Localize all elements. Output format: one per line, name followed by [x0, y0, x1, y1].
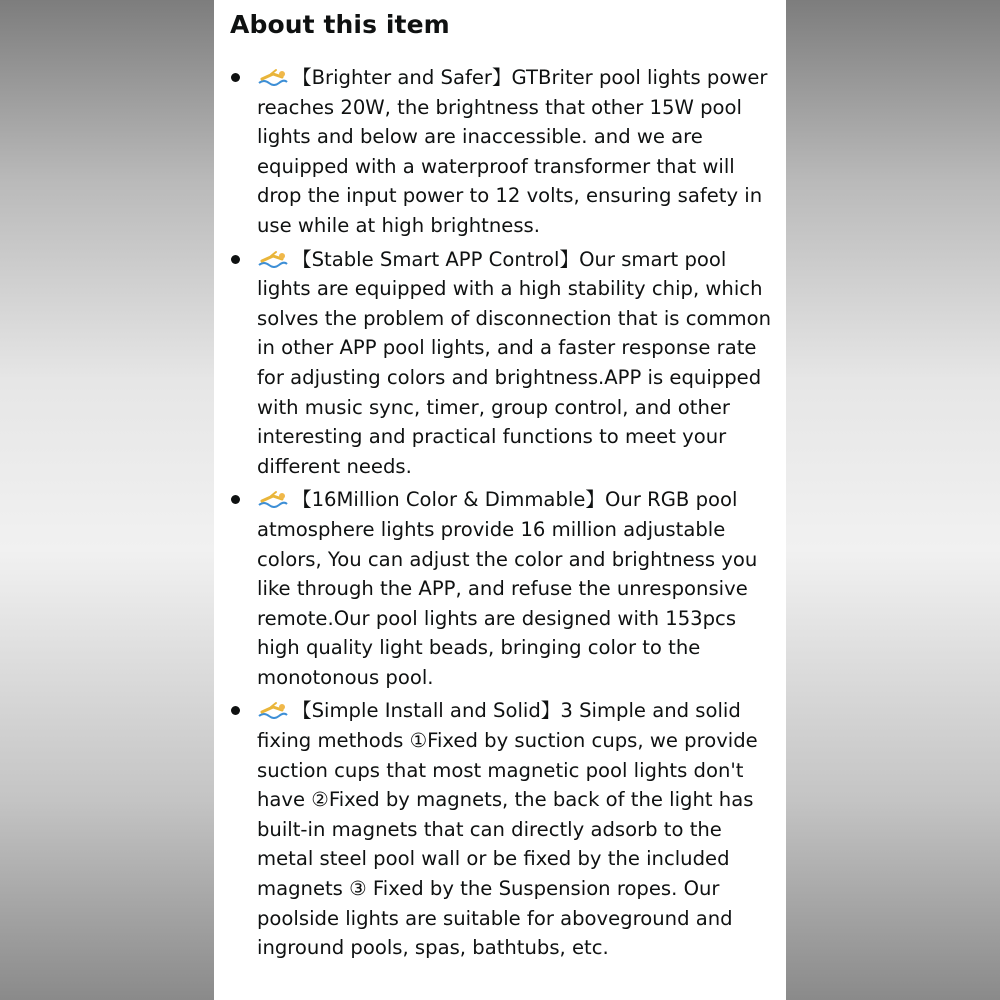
swimmer-icon: [257, 701, 288, 719]
feature-bullet: [230, 485, 776, 692]
swimmer-icon: [257, 250, 288, 268]
bullet-dot: [231, 255, 240, 264]
bullet-dot: [231, 73, 240, 82]
feature-bullet: [230, 245, 776, 482]
feature-bullet: [230, 63, 776, 241]
feature-bullet-list: [230, 63, 776, 963]
swimmer-icon: [257, 68, 288, 86]
about-this-item-panel: [214, 0, 786, 1000]
feature-bullet-text: 【Simple Install and Solid】3 Simple and solid fixing methods ①Fixed by suction cups, we provide suction cups that most magnetic pool lights don't have ②Fixed by magnets, the back of the light has built-in magnets that can directly adsorb to the metal steel pool wall or be fixed by the included magnets ③ Fixed by the Suspension ropes. Our poolside lights are suitable for aboveground and inground pools, spas, bathtubs, etc.: [257, 699, 758, 960]
bullet-dot: [231, 706, 240, 715]
bullet-dot: [231, 495, 240, 504]
feature-bullet-text: 【16Million Color & Dimmable】Our RGB pool atmosphere lights provide 16 million adjustable colors, You can adjust the color and brightness you like through the APP, and refuse the unresponsive remote.Our pool lights are designed with 153pcs high quality light beads, bringing color to the monotonous pool.: [257, 488, 758, 689]
feature-bullet: [230, 696, 776, 962]
feature-bullet-text: 【Stable Smart APP Control】Our smart pool lights are equipped with a high stability chip, which solves the problem of disconnection that is common in other APP pool lights, and a faster response rate for adjusting colors and brightness.APP is equipped with music sync, timer, group control, and other interesting and practical functions to meet your different needs.: [257, 247, 772, 478]
feature-bullet-text: 【Brighter and Safer】GTBriter pool lights power reaches 20W, the brightness that other 15W pool lights and below are inaccessible. and we are equipped with a waterproof transformer that will drop the input power to 12 volts, ensuring safety in use while at high brightness.: [257, 66, 768, 237]
swimmer-icon: [257, 490, 288, 508]
section-title: About this item: [230, 10, 450, 39]
